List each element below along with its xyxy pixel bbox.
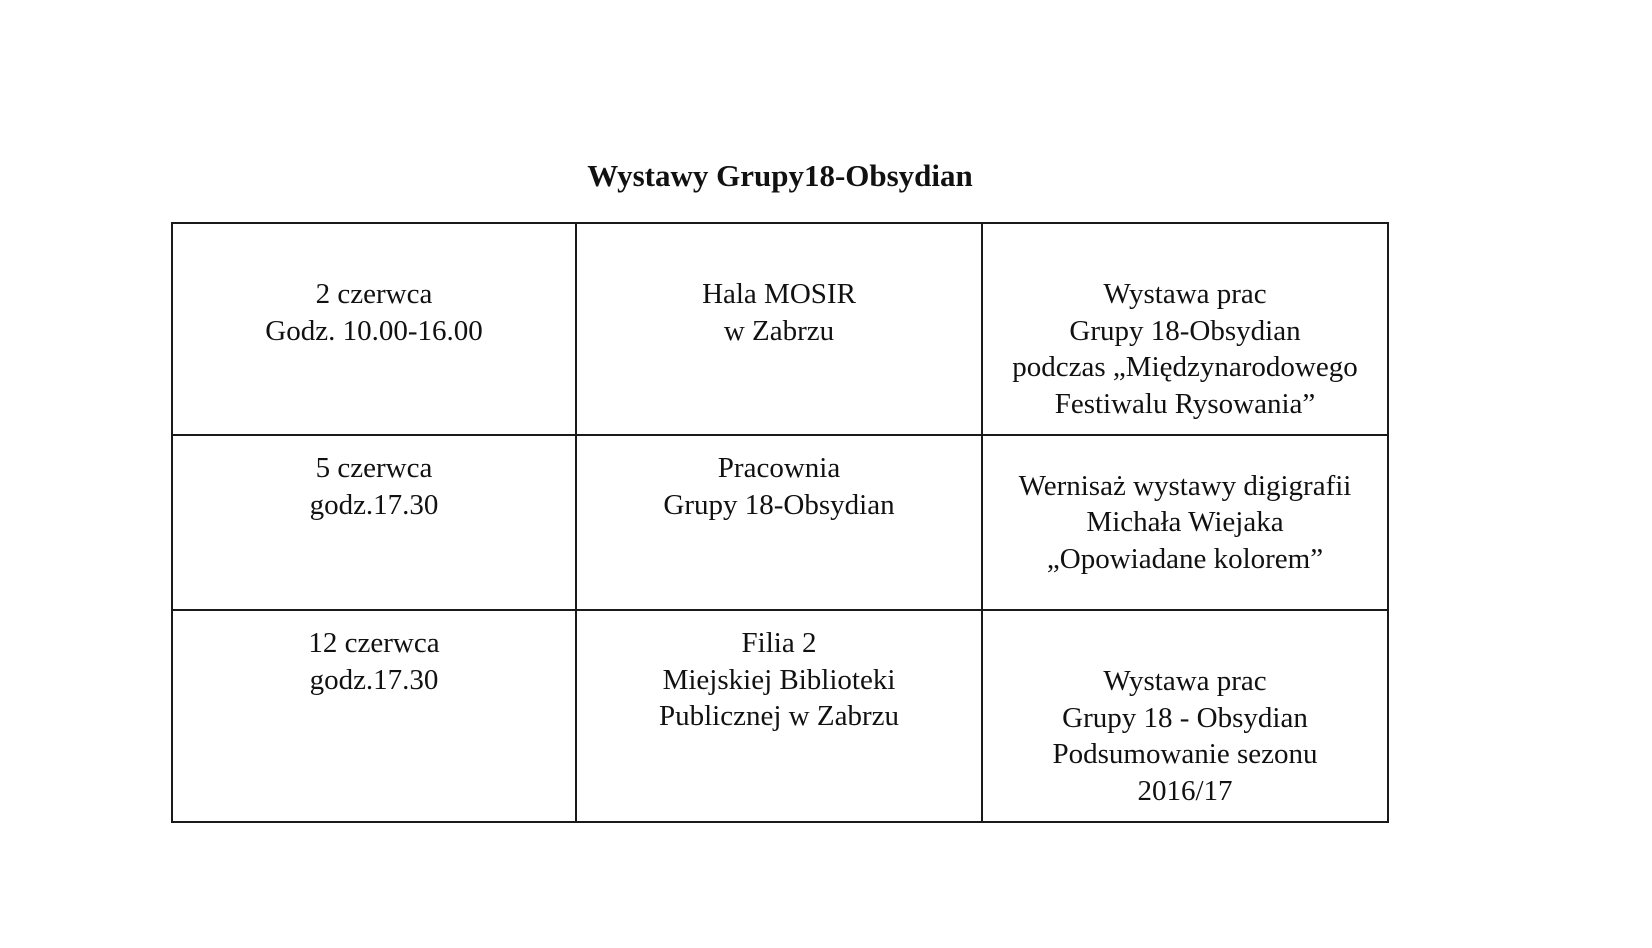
table-row [172,610,1388,822]
event-place-line: w Zabrzu [723,314,835,347]
events-table [171,222,1389,823]
event-date-cell [172,223,576,435]
event-date-cell [172,610,576,822]
event-description-line: Podsumowanie sezonu [1052,738,1318,770]
event-place-line: Publicznej w Zabrzu [659,700,899,732]
event-description-line: Grupy 18-Obsydian [1069,314,1301,347]
event-description-line: Grupy 18 - Obsydian [1062,701,1308,734]
event-description-line: „Opowiadane kolorem” [1046,542,1324,575]
event-description-line: Wernisaż wystawy digigrafii [1018,469,1352,502]
table-row [172,435,1388,610]
event-description-cell [982,435,1388,610]
event-place-line: Grupy 18-Obsydian [663,488,895,521]
event-description-cell [982,610,1388,822]
event-time: godz.17.30 [309,663,439,696]
event-place-cell [576,223,982,435]
event-place-line: Hala MOSIR [702,278,856,310]
event-description-line: Wystawa prac [1103,665,1267,697]
event-place-cell [576,435,982,610]
event-description-line: podczas „Międzynarodowego [1012,351,1358,383]
event-description-cell [982,223,1388,435]
event-time: Godz. 10.00-16.00 [265,314,483,347]
event-date: 2 czerwca [315,278,433,310]
event-date-cell [172,435,576,610]
event-date: 12 czerwca [308,627,440,659]
event-description-line: Michała Wiejaka [1086,506,1284,539]
event-description-line: Wystawa prac [1103,278,1267,310]
event-time: godz.17.30 [309,488,439,521]
table-row [172,223,1388,435]
event-place-line: Miejskiej Biblioteki [662,663,896,696]
event-place-line: Pracownia [717,452,841,484]
event-place-line: Filia 2 [741,627,817,659]
page-title: Wystawy Grupy18-Obsydian [587,158,973,193]
event-description-line: 2016/17 [1137,774,1233,807]
event-date: 5 czerwca [315,452,433,484]
event-place-cell [576,610,982,822]
event-description-line: Festiwalu Rysowania” [1054,387,1316,420]
